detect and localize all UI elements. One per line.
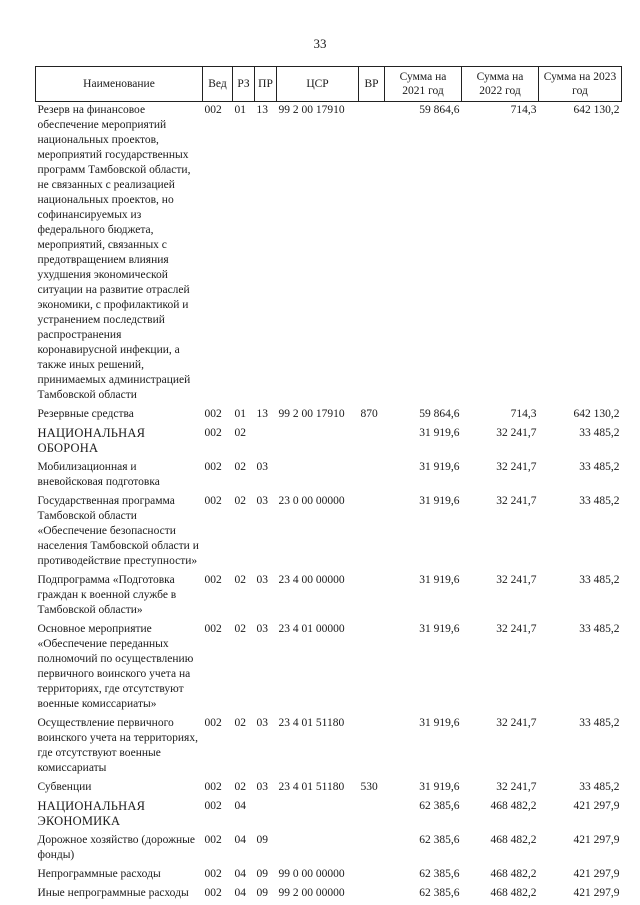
row-sum-2022: 32 241,7 [496,781,537,793]
row-name: Резервные средства [37,408,134,420]
table-row [36,885,622,904]
row-rz: 02 [234,781,246,793]
row-name: Резерв на финансовое обеспечение мероприятий национальных проектов, мероприятий государственных программ Тамбовской области, не связанных с реализацией национальных проектов, но софинансируемых из федерального бюджета, мероприятий, связанных с предотвращением влияния ухудшения экономической ситуации на развитие отраслей экономики, с профилактикой и устранением последствий распространения коронавирусной инфекции, а также иных решений, принимаемых администрацией Тамбовской области [37,104,191,401]
row-rz: 01 [234,104,246,116]
table-row [36,866,622,885]
row-sum-2021: 31 919,6 [419,781,460,793]
table-row [36,406,622,425]
row-sum-2022: 32 241,7 [496,717,537,729]
row-pr: 13 [256,104,268,116]
row-sum-2021: 31 919,6 [419,623,460,635]
row-csr [277,459,359,493]
row-csr: 99 2 00 17910 [278,104,345,116]
header-ved: Вед [203,67,233,102]
row-sum-2023: 421 297,9 [573,800,620,812]
row-pr: 13 [256,408,268,420]
row-sum-2022: 32 241,7 [496,427,537,439]
row-pr: 09 [256,834,268,846]
row-name: Осуществление первичного воинского учета на территориях, где отсутствуют военные комиссариаты [37,717,198,774]
row-csr: 23 4 01 00000 [278,623,345,635]
row-ved: 002 [204,800,222,812]
row-ved: 002 [204,887,222,899]
row-vr [359,832,385,866]
row-sum-2021: 59 864,6 [419,408,460,420]
row-name: НАЦИОНАЛЬНАЯ ОБОРОНА [37,426,146,455]
row-sum-2022: 714,3 [510,408,537,420]
table-row [36,715,622,779]
row-vr [359,715,385,779]
budget-table [35,66,622,904]
row-csr: 23 4 01 51180 [278,781,345,793]
row-ved: 002 [204,717,222,729]
row-pr [255,425,277,459]
row-sum-2023: 33 485,2 [579,717,620,729]
row-vr [359,866,385,885]
row-rz: 02 [234,461,246,473]
header-sum-2021: Сумма на 2021 год [385,67,462,102]
row-pr: 03 [256,623,268,635]
row-rz: 02 [234,495,246,507]
row-rz: 02 [234,427,246,439]
row-pr: 03 [256,461,268,473]
row-ved: 002 [204,104,222,116]
row-sum-2023: 421 297,9 [573,868,620,880]
row-name: Дорожное хозяйство (дорожные фонды) [37,834,196,861]
row-sum-2021: 62 385,6 [419,800,460,812]
header-sum-2023: Сумма на 2023 год [539,67,622,102]
row-ved: 002 [204,427,222,439]
row-ved: 002 [204,461,222,473]
row-ved: 002 [204,495,222,507]
row-sum-2023: 421 297,9 [573,834,620,846]
row-ved: 002 [204,408,222,420]
row-csr: 99 2 00 17910 [278,408,345,420]
row-sum-2021: 62 385,6 [419,887,460,899]
row-name: Субвенции [37,781,92,793]
row-rz: 04 [234,834,246,846]
row-sum-2021: 31 919,6 [419,574,460,586]
row-rz: 02 [234,717,246,729]
row-vr [359,798,385,832]
row-pr: 03 [256,781,268,793]
row-vr [359,102,385,407]
row-sum-2021: 31 919,6 [419,495,460,507]
row-vr [359,493,385,572]
row-sum-2023: 33 485,2 [579,427,620,439]
row-sum-2021: 59 864,6 [419,104,460,116]
row-sum-2022: 32 241,7 [496,461,537,473]
row-sum-2023: 33 485,2 [579,623,620,635]
row-csr [277,425,359,459]
row-csr: 99 2 00 00000 [278,887,345,899]
row-name: Подпрограмма «Подготовка граждан к военной службе в Тамбовской области» [37,574,177,616]
row-sum-2023: 642 130,2 [573,408,620,420]
row-csr: 23 4 00 00000 [278,574,345,586]
row-ved: 002 [204,834,222,846]
row-sum-2022: 32 241,7 [496,623,537,635]
header-pr: ПР [255,67,277,102]
table-row [36,459,622,493]
row-name: Непрограммные расходы [37,868,161,880]
table-header-row [36,67,622,102]
table-row [36,572,622,621]
header-rz: РЗ [233,67,255,102]
row-sum-2022: 468 482,2 [490,887,537,899]
header-vr: ВР [359,67,385,102]
row-ved: 002 [204,623,222,635]
table-row [36,425,622,459]
row-sum-2022: 468 482,2 [490,868,537,880]
row-name: Иные непрограммные расходы [37,887,189,899]
row-name: НАЦИОНАЛЬНАЯ ЭКОНОМИКА [37,799,146,828]
row-sum-2021: 31 919,6 [419,427,460,439]
row-name: Мобилизационная и вневойсковая подготовка [37,461,160,488]
row-rz: 04 [234,800,246,812]
row-name: Основное мероприятие «Обеспечение переданных полномочий по осуществлению первичного воинского учета на территориях, где отсутствуют военные комиссариаты» [37,623,194,710]
table-row [36,102,622,407]
table-row [36,493,622,572]
row-pr: 09 [256,887,268,899]
row-vr: 530 [360,781,378,793]
row-csr [277,798,359,832]
row-rz: 02 [234,623,246,635]
row-csr: 99 0 00 00000 [278,868,345,880]
row-rz: 02 [234,574,246,586]
row-pr [255,798,277,832]
row-vr [359,621,385,715]
row-sum-2023: 33 485,2 [579,495,620,507]
header-csr: ЦСР [277,67,359,102]
row-ved: 002 [204,574,222,586]
row-ved: 002 [204,781,222,793]
row-sum-2022: 714,3 [510,104,537,116]
header-sum-2022: Сумма на 2022 год [462,67,539,102]
row-sum-2023: 33 485,2 [579,461,620,473]
header-name: Наименование [36,67,203,102]
row-vr: 870 [360,408,378,420]
row-sum-2023: 33 485,2 [579,574,620,586]
row-vr [359,425,385,459]
row-sum-2021: 31 919,6 [419,717,460,729]
row-sum-2022: 32 241,7 [496,574,537,586]
row-pr: 03 [256,495,268,507]
row-name: Государственная программа Тамбовской области «Обеспечение безопасности населения Тамбовской области и противодействие преступности» [37,495,199,567]
row-rz: 04 [234,868,246,880]
row-vr [359,885,385,904]
row-rz: 01 [234,408,246,420]
row-pr: 03 [256,574,268,586]
row-sum-2023: 642 130,2 [573,104,620,116]
row-sum-2022: 468 482,2 [490,834,537,846]
row-csr: 23 0 00 00000 [278,495,345,507]
row-rz: 04 [234,887,246,899]
row-pr: 03 [256,717,268,729]
row-sum-2021: 31 919,6 [419,461,460,473]
table-row [36,779,622,798]
row-sum-2022: 32 241,7 [496,495,537,507]
row-sum-2022: 468 482,2 [490,800,537,812]
row-sum-2021: 62 385,6 [419,834,460,846]
row-sum-2023: 421 297,9 [573,887,620,899]
row-csr [277,832,359,866]
table-row [36,832,622,866]
row-sum-2023: 33 485,2 [579,781,620,793]
row-sum-2021: 62 385,6 [419,868,460,880]
table-row [36,621,622,715]
page-number: 33 [313,36,327,51]
row-vr [359,459,385,493]
row-vr [359,572,385,621]
table-row [36,798,622,832]
row-ved: 002 [204,868,222,880]
row-csr: 23 4 01 51180 [278,717,345,729]
row-pr: 09 [256,868,268,880]
